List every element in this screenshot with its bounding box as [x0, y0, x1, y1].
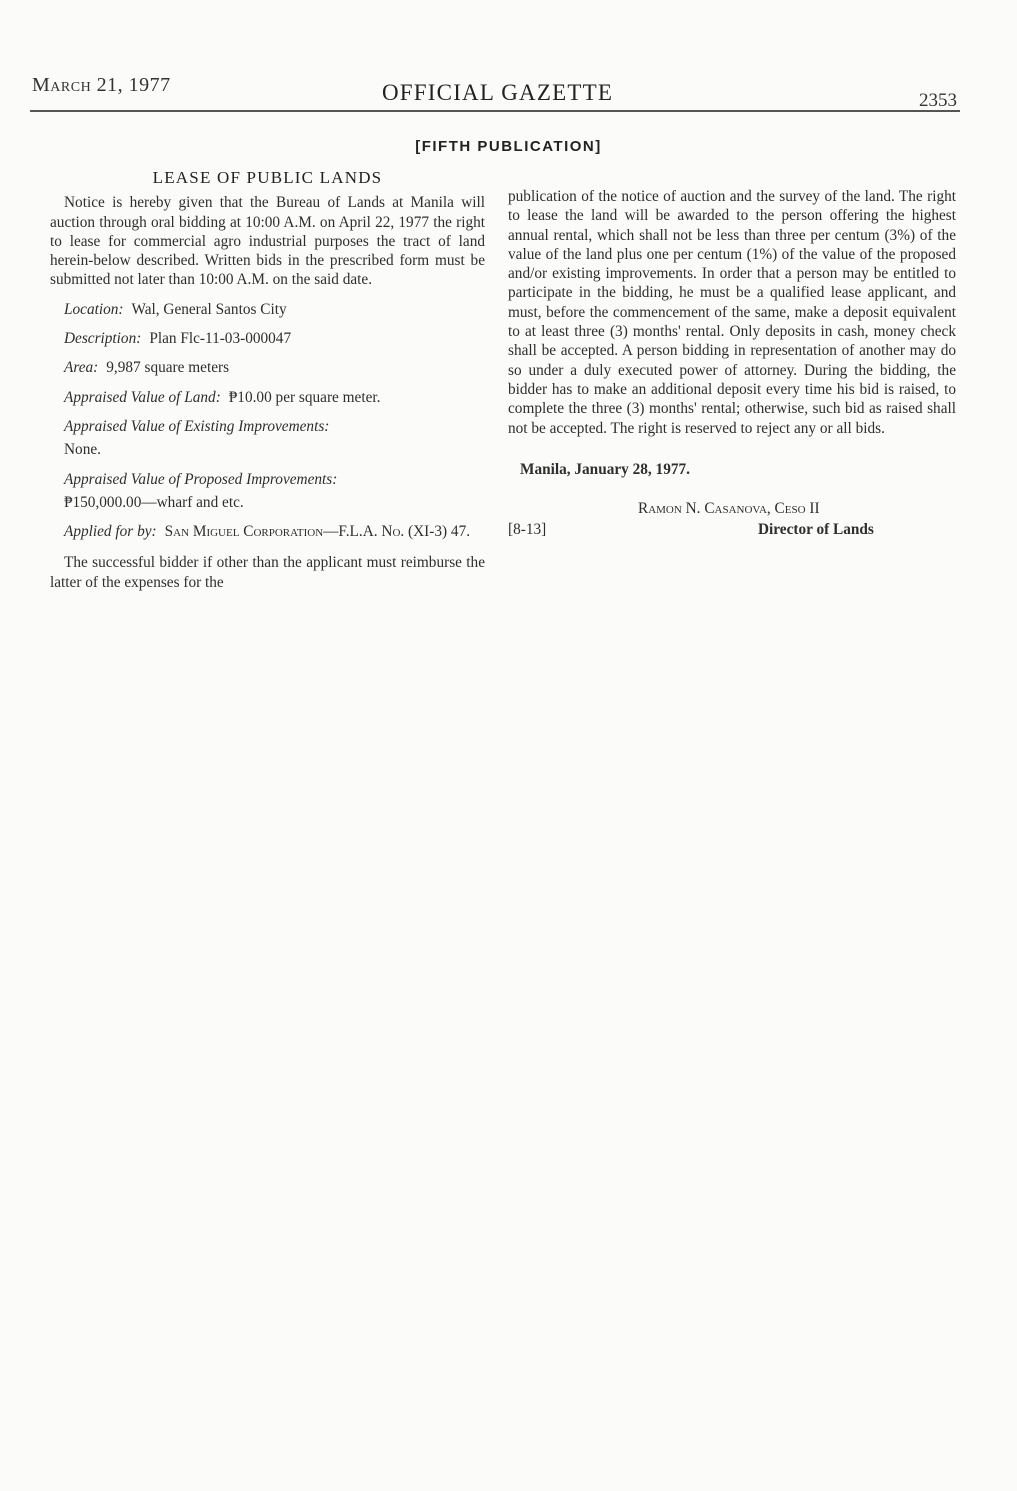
- field-area: [50, 358, 485, 377]
- running-head: [0, 0, 1017, 130]
- notice-title: LEASE OF PUBLIC LANDS: [152, 168, 383, 187]
- area-label: Area:: [64, 359, 99, 377]
- proposed-improvements-value: ₱150,000.00—wharf and etc.: [64, 493, 244, 511]
- place-date: Manila, January 28, 1977.: [520, 460, 690, 478]
- page-number: 2353: [919, 90, 957, 111]
- header-title: OFFICIAL GAZETTE: [382, 80, 614, 105]
- field-description: [50, 329, 485, 348]
- location-value: Wal, General Santos City: [131, 300, 287, 318]
- description-label: Description:: [64, 330, 142, 348]
- successful-bidder-paragraph-continued: publication of the notice of auction and the survey of the land. The right to lease the land will be awarded to the person offering the highest annual rental, which shall not be less than three per centum (3%) of the value of the land plus one per centum (1%) of the value of the proposed and/or existing improvements. In order that a person may be entitled to participate in the bidding, he must be a qualified lease applicant, and must, before the commencement of the same, make a deposit equivalent to at least three (3) months' rental. Only deposits in cash, money check shall be accepted. A person bidding in representation of another may do so under a duly executed power of attorney. During the bidding, the bidder has to make an additional deposit every time his bid is raised, to complete the three (3) months' rental; otherwise, such bid as raised shall not be accepted. The right is reserved to reject any or all bids.: [508, 188, 956, 437]
- land-value-value: ₱10.00 per square meter.: [228, 388, 381, 406]
- successful-bidder-paragraph-start: The successful bidder if other than the applicant must reimburse the latter of the expenses for the: [50, 554, 485, 591]
- publication-code: [8-13]: [508, 521, 547, 539]
- field-applied-for: [50, 522, 485, 541]
- description-value: Plan Flc-11-03-000047: [149, 330, 292, 348]
- publication-heading: [FIFTH PUBLICATION]: [415, 138, 602, 155]
- signatory-name: Ramon N. Casanova, Ceso II: [638, 500, 820, 518]
- signature-row: [508, 520, 956, 542]
- header-rule: [30, 110, 960, 112]
- proposed-improvements-label: Appraised Value of Proposed Improvements:: [64, 470, 338, 488]
- field-proposed-improvements: [50, 470, 485, 513]
- applied-value: San Miguel Corporation—F.L.A. No. (XI-3) 47.: [164, 523, 471, 541]
- header-date: March 21, 1977: [32, 74, 171, 96]
- field-land-value: [50, 388, 485, 407]
- right-column: [508, 187, 956, 542]
- notice-intro: Notice is hereby given that the Bureau of Lands at Manila will auction through oral bidding at 10:00 A.M. on April 22, 1977 the right to lease for commercial agro industrial purposes the tract of land herein-below described. Written bids in the prescribed form must be submitted not later than 10:00 A.M. on the said date.: [50, 194, 485, 289]
- land-value-label: Appraised Value of Land:: [64, 388, 221, 406]
- area-value: 9,987 square meters: [106, 359, 230, 377]
- left-column: [50, 168, 485, 592]
- field-existing-improvements: [50, 417, 485, 460]
- field-location: [50, 300, 485, 319]
- applied-label: Applied for by:: [64, 523, 157, 541]
- signatory-title: Director of Lands: [758, 521, 874, 539]
- location-label: Location:: [64, 300, 124, 318]
- existing-improvements-value: None.: [64, 441, 101, 459]
- existing-improvements-label: Appraised Value of Existing Improvements:: [64, 417, 330, 435]
